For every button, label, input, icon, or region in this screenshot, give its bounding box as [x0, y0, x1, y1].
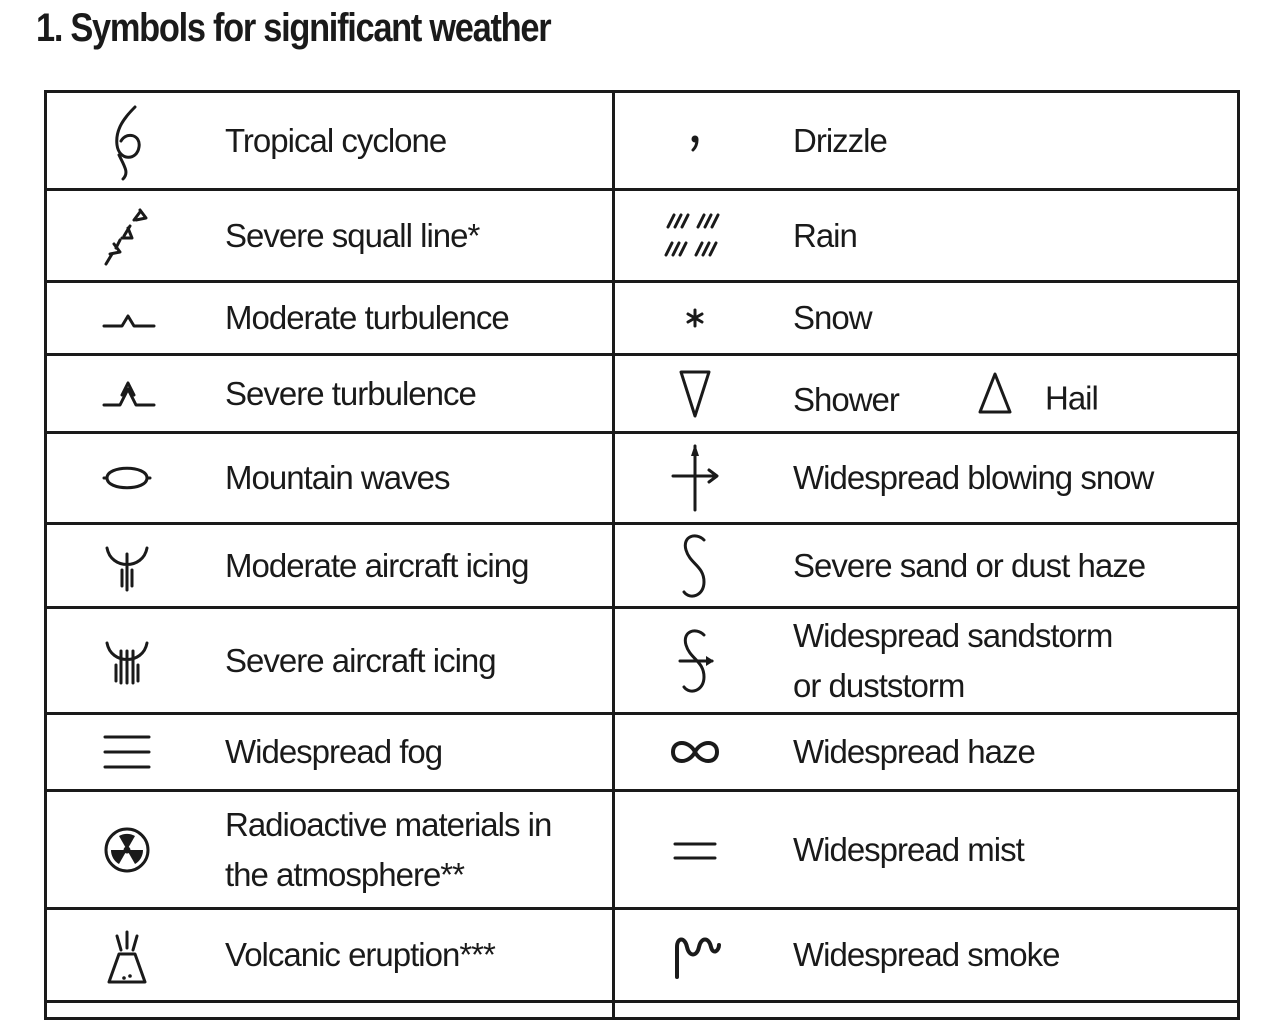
table-row — [47, 356, 1237, 431]
table-row — [47, 525, 1237, 606]
severe-turbulence-icon — [87, 354, 167, 434]
moderate-aircraft-icing-icon — [87, 526, 167, 606]
moderate-turbulence-icon — [87, 278, 167, 358]
table-row — [47, 93, 1237, 188]
table-row — [47, 434, 1237, 522]
table-row — [47, 191, 1237, 280]
rain-icon — [655, 196, 735, 276]
row-label: Severe turbulence — [225, 374, 476, 412]
row-label: Moderate aircraft icing — [225, 546, 529, 584]
table-cell — [615, 356, 1237, 431]
widespread-mist-icon — [655, 810, 735, 890]
table-cell — [615, 93, 1237, 188]
row-label: Widespread mist — [793, 830, 1024, 868]
row-label: Shower — [793, 380, 899, 418]
table-row — [47, 792, 1237, 907]
row-label-line-2: the atmosphere** — [225, 855, 464, 893]
row-label: Severe squall line* — [225, 216, 480, 254]
table-cell — [47, 792, 612, 907]
table-row — [47, 715, 1237, 789]
tropical-cyclone-icon — [87, 101, 167, 181]
shower-icon — [655, 354, 735, 434]
row-label: Widespread smoke — [793, 936, 1060, 973]
row-label: Moderate turbulence — [225, 299, 509, 336]
widespread-sandstorm-icon — [655, 621, 735, 701]
row-label-line-1: Widespread sandstorm — [793, 616, 1113, 654]
row-label-line-1: Radioactive materials in — [225, 805, 552, 843]
table-cell — [615, 525, 1237, 606]
row-label: Drizzle — [793, 121, 887, 159]
row-label: Widespread haze — [793, 733, 1035, 770]
row-label — [225, 800, 551, 900]
table-cell — [615, 910, 1237, 1000]
table-cell — [47, 356, 612, 431]
table-cell — [47, 715, 612, 789]
row-label: Mountain waves — [225, 459, 450, 496]
weather-symbols-table — [44, 90, 1240, 1020]
mountain-waves-icon — [87, 438, 167, 518]
table-cell — [615, 792, 1237, 907]
row-label: Widespread blowing snow — [793, 459, 1154, 496]
row-label: Widespread fog — [225, 733, 443, 770]
table-cell — [615, 609, 1237, 712]
volcanic-eruption-icon — [87, 915, 167, 995]
table-cell — [615, 434, 1237, 522]
radioactive-materials-icon — [87, 810, 167, 890]
hail-label: Hail — [1045, 379, 1098, 417]
severe-sand-dust-haze-icon — [655, 526, 735, 606]
table-cell — [615, 191, 1237, 280]
table-cell — [47, 191, 612, 280]
table-row — [47, 910, 1237, 1000]
row-label: Severe sand or dust haze — [793, 546, 1146, 584]
severe-squall-line-icon — [87, 196, 167, 276]
row-label: Rain — [793, 216, 857, 254]
table-cell — [47, 609, 612, 712]
widespread-haze-icon — [655, 712, 735, 792]
widespread-fog-icon — [87, 712, 167, 792]
page-title: 1. Symbols for significant weather — [36, 6, 551, 50]
table-row — [47, 283, 1237, 353]
row-label — [793, 611, 1112, 711]
table-cell — [47, 93, 612, 188]
widespread-smoke-icon — [655, 915, 735, 995]
severe-aircraft-icing-icon — [87, 621, 167, 701]
table-cell — [47, 910, 612, 1000]
hail-icon — [970, 364, 1020, 424]
row-label: Severe aircraft icing — [225, 641, 496, 679]
row-divider — [47, 1000, 1237, 1003]
row-label: Volcanic eruption*** — [225, 936, 495, 973]
widespread-blowing-snow-icon — [655, 438, 735, 518]
row-label: Tropical cyclone — [225, 121, 447, 159]
row-label-line-2: or duststorm — [793, 666, 965, 704]
table-cell — [615, 715, 1237, 789]
snow-icon — [655, 278, 735, 358]
table-cell — [615, 283, 1237, 353]
row-label: Snow — [793, 299, 872, 336]
table-cell — [47, 434, 612, 522]
table-cell — [47, 283, 612, 353]
table-row — [47, 609, 1237, 712]
table-cell — [47, 525, 612, 606]
drizzle-icon — [655, 101, 735, 181]
